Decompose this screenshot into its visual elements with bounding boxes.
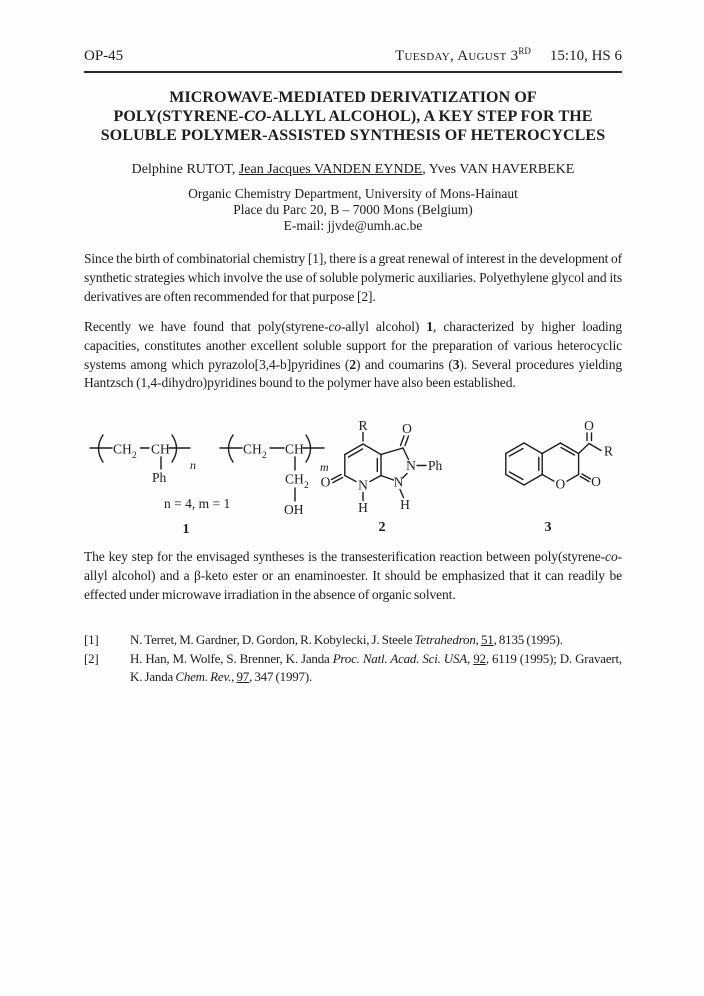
reference-item-1	[84, 631, 622, 650]
substituent-label-r: R	[358, 418, 368, 433]
structure-1-polymer-drawing	[86, 424, 328, 542]
reference-text: N. Terret, M. Gardner, D. Gordon, R. Kobylecki, J. Steele Tetrahedron, 51, 8135 (1995).	[130, 632, 563, 647]
atom-label-n1: N	[393, 474, 404, 490]
atom-label-o-left: O	[320, 474, 331, 490]
reference-marker: [2]	[84, 650, 99, 666]
session-datetime	[395, 48, 622, 65]
paragraph-key-step: The key step for the envisaged syntheses is the transesterification reaction between poly(styrene-co-allyl alcohol) and a β-keto ester or an enaminoester. It should be emphasized that it can readily be effected under microwave irradiation in the absence of organic solvent.	[84, 549, 622, 602]
abstract-title	[84, 88, 622, 145]
atom-label-ch2: CH	[285, 471, 304, 487]
atom-label-o-lactone: O	[591, 474, 601, 489]
reference-marker: [1]	[84, 632, 99, 647]
atom-label-o-ring: O	[555, 476, 566, 492]
atom-label-n7: N	[358, 477, 368, 493]
substituent-label-ph: Ph	[428, 458, 443, 473]
affiliation-email: E-mail: jjvde@umh.ac.be	[283, 218, 423, 234]
repeat-index-m: m	[320, 460, 329, 474]
affiliation-department: Organic Chemistry Department, University of Mons-Hainaut	[188, 186, 518, 201]
structure-3-number: 3	[544, 520, 552, 535]
affiliation-block	[84, 186, 622, 235]
atom-subscript-2: 2	[262, 451, 267, 461]
structure-2-pyrazolopyridine-drawing	[310, 420, 485, 538]
structure-3-coumarin-drawing	[468, 420, 650, 538]
title-line-1: MICROWAVE-MEDIATED DERIVATIZATION OF	[169, 89, 537, 106]
atom-label-n2: N	[406, 458, 416, 473]
structure-3-bonds	[506, 433, 601, 485]
atom-label-ch: CH	[151, 441, 170, 457]
authors-line: Delphine RUTOT, Jean Jacques VANDEN EYNDE, Yves VAN HAVERBEKE	[131, 162, 575, 177]
structure-2-number: 2	[378, 520, 386, 535]
atom-subscript-2: 2	[304, 481, 309, 491]
reference-item-2	[84, 650, 622, 687]
substituent-label-r: R	[604, 443, 614, 459]
affiliation-address: Place du Parc 20, B – 7000 Mons (Belgium)	[233, 202, 473, 218]
polymer-ratio-text: n = 4, m = 1	[164, 496, 231, 511]
title-line-2: POLY(STYRENE-CO-ALLYL ALCOHOL), A KEY STEP FOR THE	[113, 108, 593, 125]
atom-subscript-2: 2	[132, 451, 137, 461]
title-line-3: SOLUBLE POLYMER-ASSISTED SYNTHESIS OF HETEROCYCLES	[100, 127, 606, 144]
atom-label-ch2: CH	[113, 441, 132, 457]
paragraph-polymer-support: Recently we have found that poly(styrene-co-allyl alcohol) 1, characterized by higher loading capacities, constitutes another excellent soluble support for the preparation of various heterocyclic systems among which pyrazolo[3,4-b]pyridines (2) and coumarins (3). Several procedures yielding Hantzsch (1,4-dihydro)pyridines bound to the polymer have also been established.	[84, 319, 623, 391]
atom-label-h-n1: H	[400, 497, 410, 512]
atom-label-ch2: CH	[243, 441, 262, 457]
repeat-index-n: n	[190, 458, 196, 472]
atom-label-oh: OH	[284, 502, 304, 517]
reference-text: H. Han, M. Wolfe, S. Brenner, K. Janda Proc. Natl. Acad. Sci. USA, 92, 6119 (1995); D. Gravaert, K. Janda Chem. Rev., 97, 347 (1997).	[130, 650, 622, 684]
session-time-room: 15:10, HS 6	[549, 48, 622, 64]
atom-label-o-acyl: O	[584, 418, 594, 433]
paragraph-introduction: Since the birth of combinatorial chemistry [1], there is a great renewal of interest in the development of synthetic strategies which involve the use of soluble polymeric auxiliaries. Polyethylene glycol and its derivatives are often recommended for that purpose [2].	[84, 251, 622, 304]
session-date: Tuesday, August 3	[395, 48, 519, 64]
structure-1-number: 1	[182, 522, 190, 537]
atom-label-o-carbonyl: O	[402, 421, 412, 436]
atom-label-h-n7: H	[358, 500, 368, 515]
atom-label-ch: CH	[285, 441, 304, 457]
page-header	[84, 48, 622, 73]
session-code: OP-45	[84, 48, 124, 64]
atom-label-ph: Ph	[152, 470, 167, 485]
date-ordinal: RD	[518, 46, 531, 56]
references-list	[84, 631, 622, 687]
